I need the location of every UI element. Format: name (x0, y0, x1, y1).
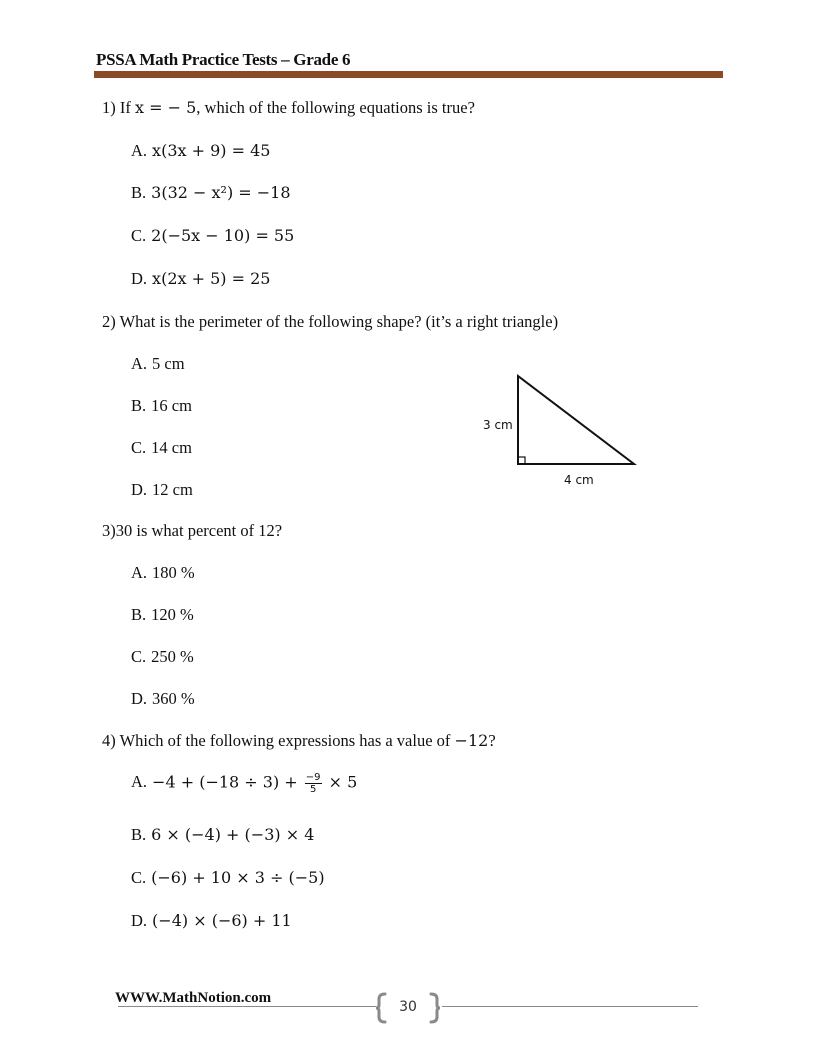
question-2-option-b (131, 396, 192, 416)
option-label: C. (131, 226, 147, 245)
question-text: What is the perimeter of the following shape? (it’s a right triangle) (119, 312, 559, 331)
option-text: 5 cm (152, 354, 185, 373)
option-text: 180 % (152, 563, 195, 582)
option-label: B. (131, 183, 147, 202)
fraction-numerator: −9 (305, 772, 321, 783)
option-label: A. (131, 141, 148, 160)
option-text: 6 × (−4) + (−3) × 4 (151, 825, 315, 844)
option-text: 2(−5x − 10) = 55 (151, 226, 295, 245)
option-label: C. (131, 438, 147, 457)
question-1-option-c (131, 226, 294, 246)
option-label: C. (131, 868, 147, 887)
question-3-option-a (131, 563, 195, 583)
question-4-option-c (131, 868, 325, 888)
option-text: 250 % (151, 647, 194, 666)
question-text-pre: Which of the following expressions has a value of (119, 731, 455, 750)
question-2-prompt (102, 312, 558, 332)
question-4-option-b (131, 825, 314, 845)
question-1-option-d (131, 269, 270, 289)
option-text: 16 cm (151, 396, 192, 415)
footer-divider-left (118, 1006, 376, 1007)
question-text-pre: If (119, 98, 135, 117)
page-header-title: PSSA Math Practice Tests – Grade 6 (96, 50, 351, 69)
option-label: A. (131, 772, 148, 792)
question-text-post: ? (488, 731, 496, 750)
question-3-option-c (131, 647, 194, 667)
right-triangle-figure (470, 365, 650, 495)
footer-website: WWW.MathNotion.com (115, 990, 272, 1006)
question-text-post: , which of the following equations is true? (196, 98, 475, 117)
fraction-denominator: 5 (309, 784, 317, 795)
option-text-post: × 5 (323, 772, 358, 792)
option-text: (−6) + 10 × 3 ÷ (−5) (151, 868, 325, 887)
question-number: 3) (102, 521, 116, 540)
question-2-option-d (131, 480, 193, 500)
option-label: D. (131, 269, 148, 288)
option-label: D. (131, 480, 148, 499)
right-bracket-icon (428, 992, 442, 1024)
question-math: −12 (454, 731, 489, 750)
option-label: B. (131, 605, 147, 624)
question-number: 2) (102, 312, 116, 331)
triangle-outline (518, 376, 634, 464)
question-math: x = − 5 (135, 98, 197, 117)
option-text: 12 cm (152, 480, 193, 499)
question-1-prompt (102, 98, 475, 118)
option-text: 14 cm (151, 438, 192, 457)
option-label: A. (131, 354, 148, 373)
option-label: B. (131, 825, 147, 844)
question-text: 30 is what percent of 12? (115, 521, 283, 540)
option-label: C. (131, 647, 147, 666)
header-divider (94, 71, 723, 78)
question-2-option-a (131, 354, 185, 374)
option-text-pre: −4 + (−18 ÷ 3) + (152, 772, 303, 792)
option-label: D. (131, 689, 148, 708)
question-number: 1) (102, 98, 116, 117)
question-4-option-d (131, 911, 292, 931)
page-number: 30 (399, 999, 417, 1015)
question-3-option-d (131, 689, 195, 709)
question-4-prompt (102, 731, 496, 751)
option-fraction (305, 772, 322, 795)
option-text: x(3x + 9) = 45 (152, 141, 271, 160)
footer-divider-right (442, 1006, 698, 1007)
horizontal-side-label: 4 cm (564, 473, 594, 487)
question-number: 4) (102, 731, 116, 750)
option-label: A. (131, 563, 148, 582)
option-label: D. (131, 911, 148, 930)
question-1-option-a (131, 141, 270, 161)
option-text: 3(32 − x²) = −18 (151, 183, 291, 202)
option-text: x(2x + 5) = 25 (152, 269, 271, 288)
question-1-option-b (131, 183, 291, 203)
question-4-option-a (131, 772, 357, 795)
question-3-prompt (102, 521, 282, 541)
option-label: B. (131, 396, 147, 415)
option-text: 120 % (151, 605, 194, 624)
vertical-side-label: 3 cm (483, 418, 513, 432)
option-text: (−4) × (−6) + 11 (152, 911, 292, 930)
right-angle-marker (518, 457, 525, 464)
question-2-option-c (131, 438, 192, 458)
question-3-option-b (131, 605, 194, 625)
option-text: 360 % (152, 689, 195, 708)
